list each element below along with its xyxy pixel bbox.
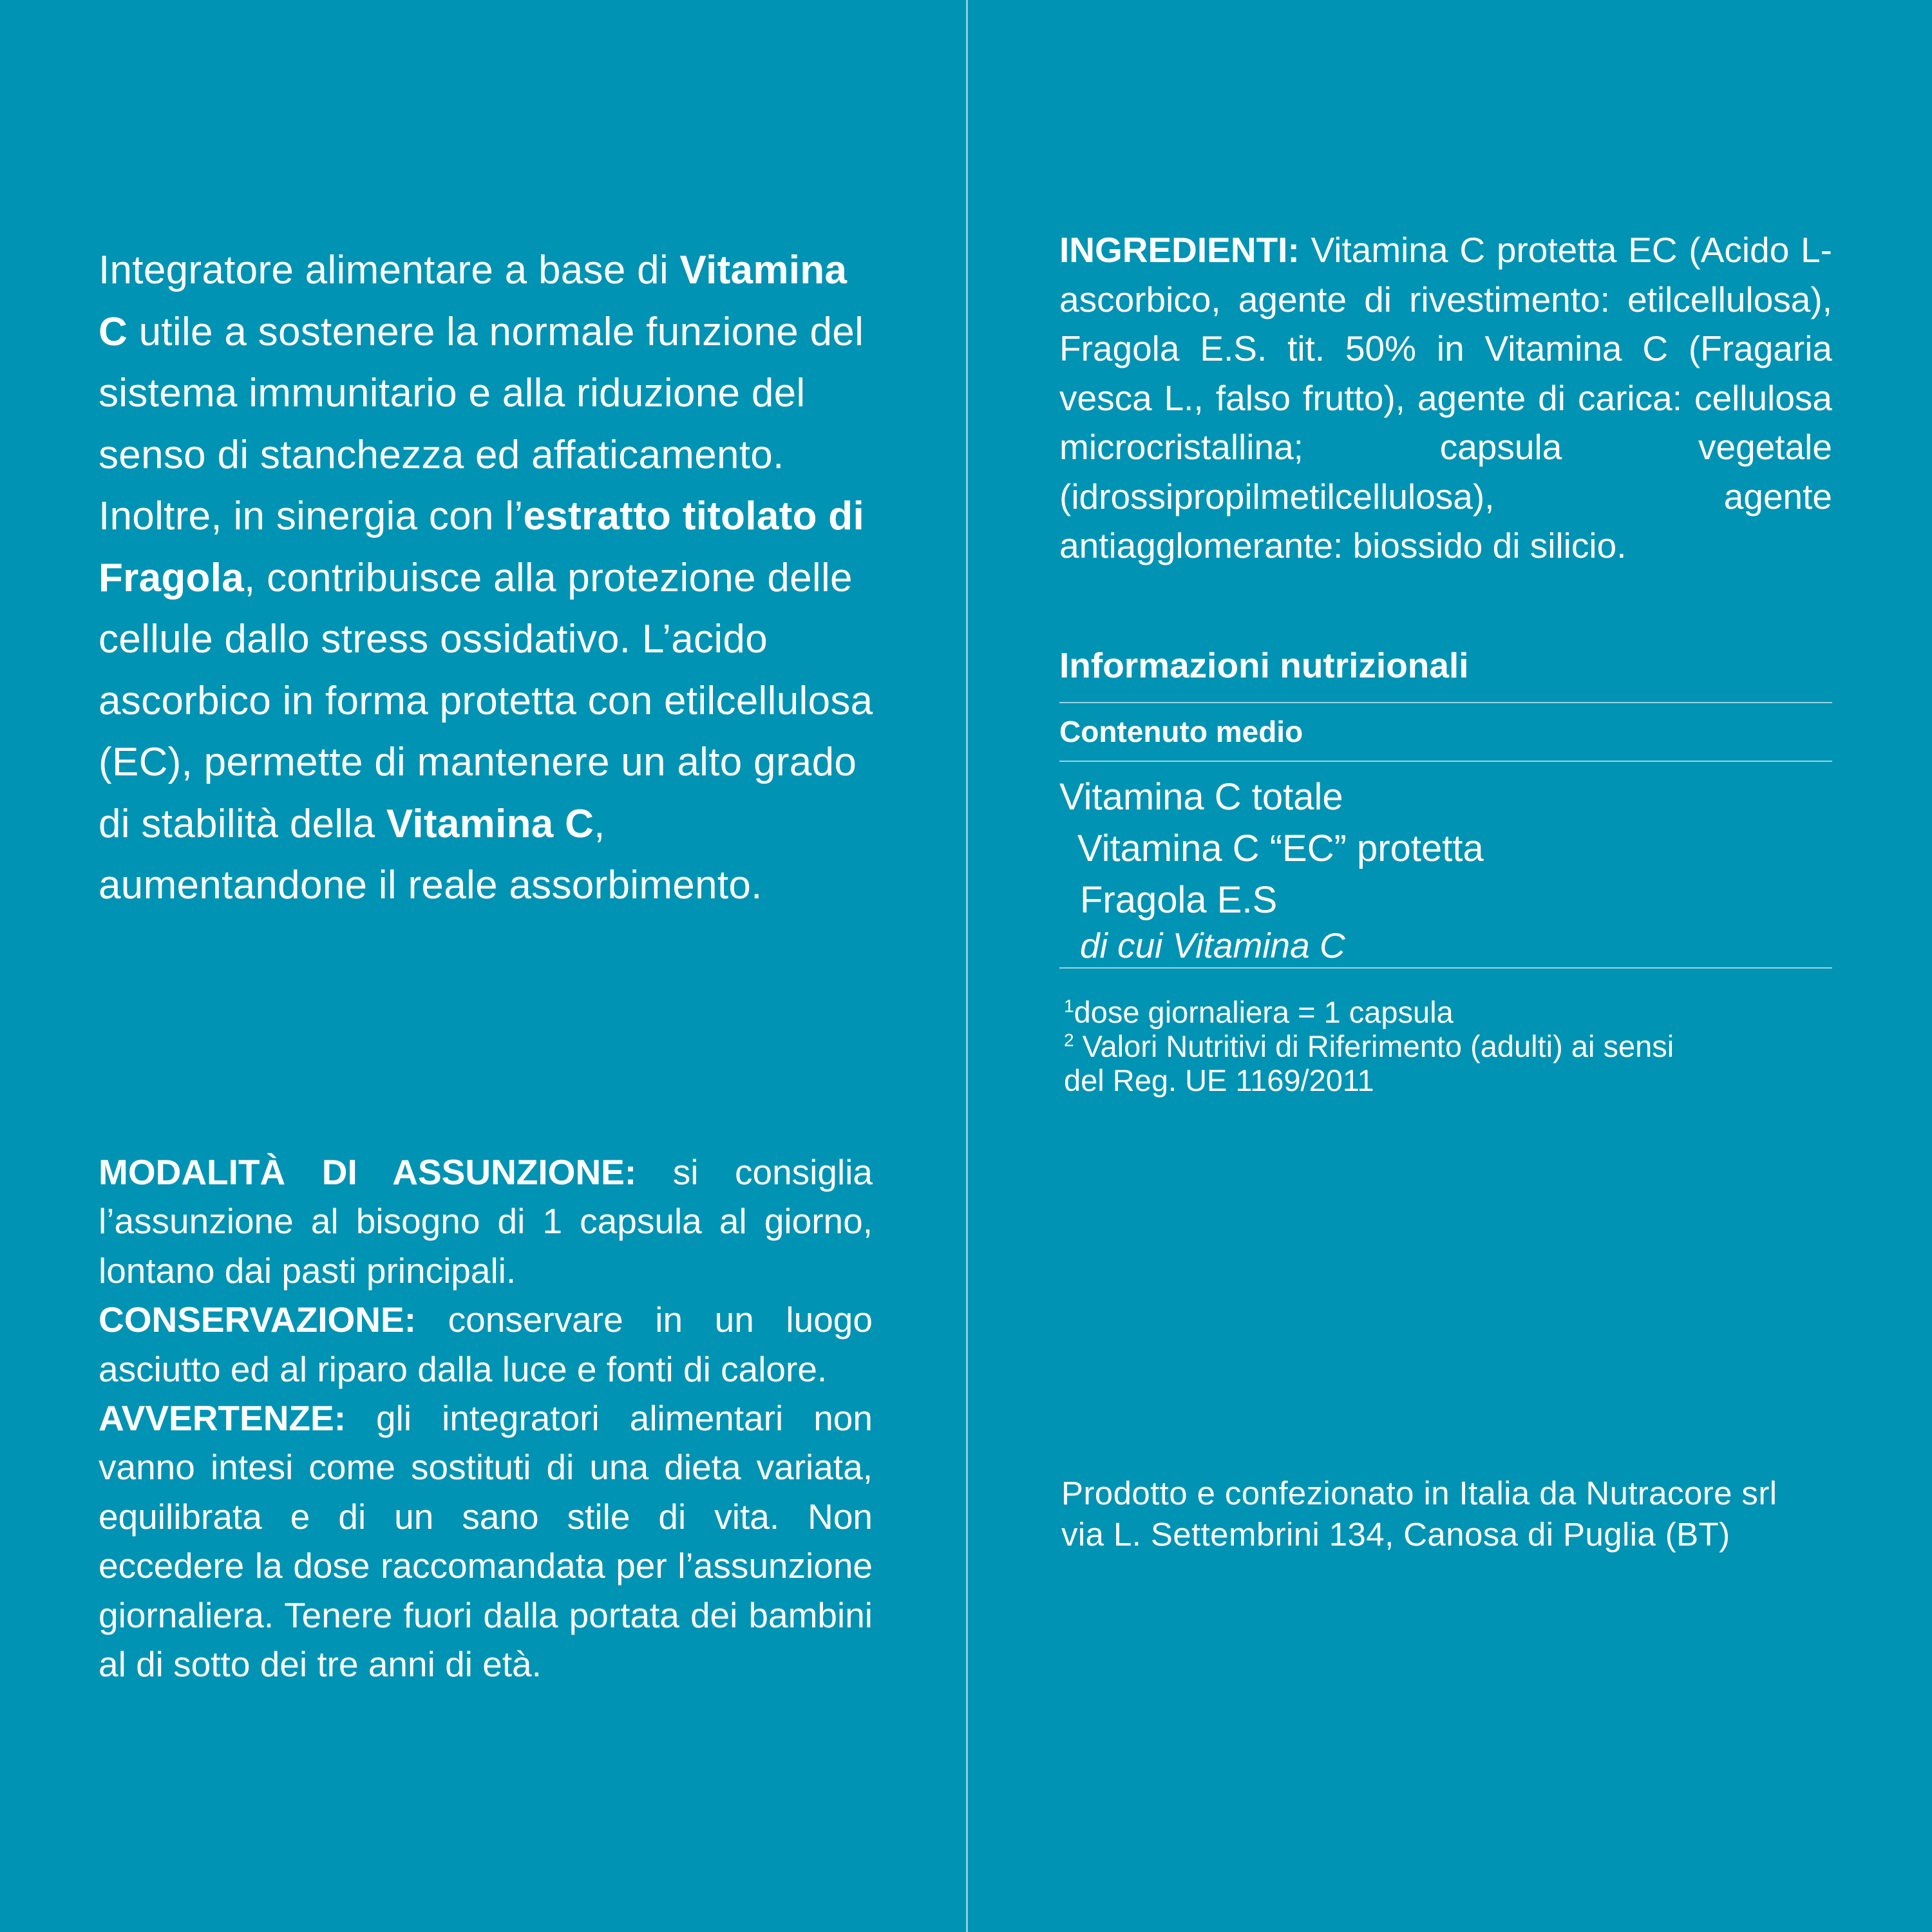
- modalita-paragraph: [99, 1148, 873, 1295]
- intro-bold-1: Vitamina C: [99, 248, 848, 354]
- avvertenze-label: AVVERTENZE:: [99, 1398, 346, 1439]
- ingredients-label: INGREDIENTI:: [1059, 230, 1300, 270]
- footnote-2-mark: 2: [1064, 1030, 1074, 1050]
- ingredients-text: Vitamina C protetta EC (Acido L-ascorbico, agente di rivestimento: etilcellulosa), Fragola E.S. tit. 50% in Vitamina C (Fragaria vesca L., falso frutto), agente di carica: cellulosa microcristallina; capsula vegetale (idrossipropilmetilcellulosa), agente antiagglomerante: biossido di silicio.: [1059, 230, 1832, 565]
- ingredients-section: [1059, 225, 1832, 571]
- nutrition-row: Fragola E.S: [1080, 879, 1278, 921]
- intro-bold-2: estratto titolato di Fragola: [99, 494, 864, 600]
- ingredients-paragraph: [1059, 225, 1832, 571]
- footnote-2: [1064, 1029, 1674, 1063]
- panel-divider: [966, 0, 968, 1932]
- intro-paragraph: [99, 240, 878, 916]
- footnote-2-cont: del Reg. UE 1169/2011: [1064, 1063, 1374, 1097]
- intro-bold-3: Vitamina C: [386, 801, 594, 846]
- intro-text-4: , aumentandone il reale assorbimento.: [99, 801, 762, 907]
- conservazione-label: CONSERVAZIONE:: [99, 1300, 417, 1340]
- modalita-label: MODALITÀ DI ASSUNZIONE:: [99, 1152, 637, 1192]
- nutrition-rule-header: [1059, 761, 1832, 762]
- nutrition-row: Vitamina C totale: [1059, 776, 1343, 818]
- nutrition-title: Informazioni nutrizionali: [1059, 645, 1469, 685]
- producer-info: [1061, 1473, 1777, 1555]
- footnote-1: [1064, 995, 1674, 1029]
- nutrition-rule-bottom: [1059, 967, 1832, 969]
- nutrition-row: Vitamina C “EC” protetta: [1077, 828, 1484, 869]
- footnote-1-mark: 1: [1064, 996, 1074, 1016]
- intro-text-2: utile a sostenere la normale funzione del sistema immunitario e alla riduzione del senso di stanchezza ed affaticamento. Inoltre, in sinergia con l’: [99, 309, 864, 538]
- avvertenze-text: gli integratori alimentari non vanno intesi come sostituti di una dieta variata, equilibrata e di un sano stile di vita. Non eccedere la dose raccomandata per l’assunzione giornaliera. Tenere fuori dalla portata dei bambini al di sotto dei tre anni di età.: [99, 1398, 873, 1685]
- nutrition-rule-top: [1059, 702, 1832, 703]
- nutrition-table: [1059, 772, 1832, 965]
- producer-line-1: Prodotto e confezionato in Italia da Nutracore srl: [1061, 1475, 1777, 1511]
- intro-text-3: , contribuisce alla protezione delle cellule dallo stress ossidativo. L’acido ascorbico in forma protetta con etilcellulosa (EC), permette di mantenere un alto grado di stabilità della: [99, 555, 873, 846]
- intro-section: [99, 240, 878, 916]
- modalita-text: si consiglia l’assunzione al bisogno di 1 capsula al giorno, lontano dai pasti principali.: [99, 1152, 873, 1291]
- nutrition-header: Contenuto medio: [1059, 715, 1303, 748]
- conservazione-text: conservare in un luogo asciutto ed al riparo dalla luce e fonti di calore.: [99, 1300, 873, 1389]
- intro-text-1: Integratore alimentare a base di: [99, 248, 680, 292]
- nutrition-row: di cui Vitamina C: [1080, 925, 1345, 965]
- usage-section: [99, 1148, 873, 1689]
- footnote-2-text: Valori Nutritivi di Riferimento (adulti) ai sensi: [1074, 1029, 1674, 1063]
- footnotes: [1064, 995, 1674, 1097]
- conservazione-paragraph: [99, 1295, 873, 1394]
- producer-line-2: via L. Settembrini 134, Canosa di Puglia (BT): [1061, 1516, 1730, 1553]
- footnote-1-text: dose giornaliera = 1 capsula: [1074, 995, 1454, 1029]
- avvertenze-paragraph: [99, 1394, 873, 1689]
